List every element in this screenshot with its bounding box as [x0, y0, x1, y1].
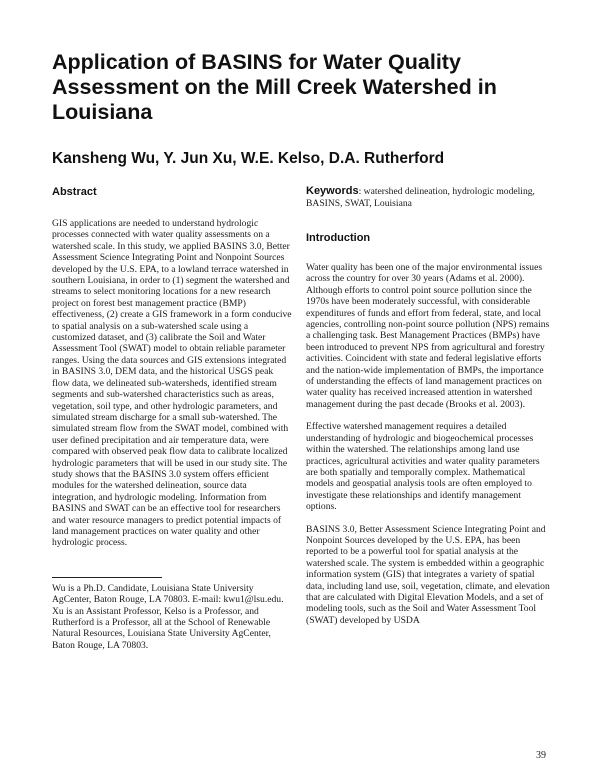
- paper-title: Application of BASINS for Water Quality Assessment on the Mill Creek Watershed in Louisiana: [52, 50, 497, 124]
- keywords-label: Keywords: [306, 185, 359, 197]
- intro-paragraph: BASINS 3.0, Better Assessment Science Integrating Point and Nonpoint Sources developed by the U.S. EPA, has been reported to be a powerful tool for spatial analysis at the watershed scale. The system is embedded within a geographic information system (GIS) that integrates a variety of spatial data, including land use, soil, vegetation, climate, and elevation that are calculated with Digital Elevation Models, and a set of modeling tools, such as the Soil and Water Assessment Tool (SWAT) developed by USDA: [306, 523, 550, 626]
- intro-paragraph: Effective watershed management requires a detailed understanding of hydrologic and biogeochemical processes within the watershed. The relationships among land use practices, agricultural activities and water quality parameters are both spatially and temporally complex. Mathematical models and geospatial analysis tools are often employed to investigate these relationships and identify management options.: [306, 421, 540, 513]
- right-column: [306, 185, 552, 626]
- author-footnote: Wu is a Ph.D. Candidate, Louisiana State University AgCenter, Baton Rouge, LA 70803. E-mail: kwu1@lsu.edu. Xu is an Assistant Professor, Kelso is a Professor, and Rutherford is a Professor, all at the School of Renewable Natural Resources, Louisiana State University AgCenter, Baton Rouge, LA 70803.: [52, 582, 284, 651]
- left-column: [52, 185, 292, 651]
- author-list: Kansheng Wu, Y. Jun Xu, W.E. Kelso, D.A. Rutherford: [52, 150, 445, 167]
- keywords: [306, 185, 552, 210]
- abstract-heading: Abstract: [52, 186, 97, 198]
- abstract-text: GIS applications are needed to understand hydrologic processes connected with water quality assessments on a watershed scale. In this study, we applied BASINS 3.0, Better Assessment Science Integrating Point and Nonpoint Sources developed by the U.S. EPA, to a lowland terrace watershed in southern Louisiana, in order to (1) segment the watershed and streams to select monitoring locations for a new research project on forest best management practice (BMP) effectiveness, (2) create a GIS framework in a form conducive to spatial analysis on a sub-watershed scale using a customized dataset, and (3) calibrate the Soil and Water Assessment Tool (SWAT) model to obtain reliable parameter ranges. Using the data sources and GIS extensions integrated in BASINS 3.0, DEM data, and the historical USGS peak flow data, we delineated sub-watersheds, identified stream segments and sub-watershed characteristics such as areas, vegetation, soil type, and other hydrologic parameters, and simulated stream discharge for a small sub-watershed. The simulated stream flow from the SWAT model, combined with user defined precipitation and air temperature data, were compared with observed peak flow data to calibrate localized hydrologic parameters that will be used in our study site. The study shows that the BASINS 3.0 system offers efficient modules for the watershed delineation, source data integration, and hydrologic modeling. Information from BASINS and SWAT can be an effective tool for researchers and water resource managers to predict potential impacts of land management practices on water quality and other hydrologic process.: [52, 218, 292, 549]
- introduction-heading: Introduction: [306, 232, 371, 244]
- keywords-text: : watershed delineation, hydrologic modeling, BASINS, SWAT, Louisiana: [306, 186, 535, 209]
- intro-paragraph: Water quality has been one of the major environmental issues across the country for over 30 years (Adams et al. 2000). Although efforts to control point source pollution since the 1970s have been moderately successful, with considerable expenditures of funds and effort from federal, state, and local agencies, controlling non-point source pollution (NPS) remains a challenging task. Best Management Practices (BMPs) have been introduced to prevent NPS from agricultural and forestry activities. Coincident with state and federal legislative efforts and the nation-wide implementation of BMPs, the importance of understanding the effects of land management practices on water quality has received increased attention in watershed management during the past decade (Brooks et al. 2003).: [306, 262, 550, 410]
- footnote-rule: [52, 577, 162, 578]
- page-number: 39: [536, 750, 546, 761]
